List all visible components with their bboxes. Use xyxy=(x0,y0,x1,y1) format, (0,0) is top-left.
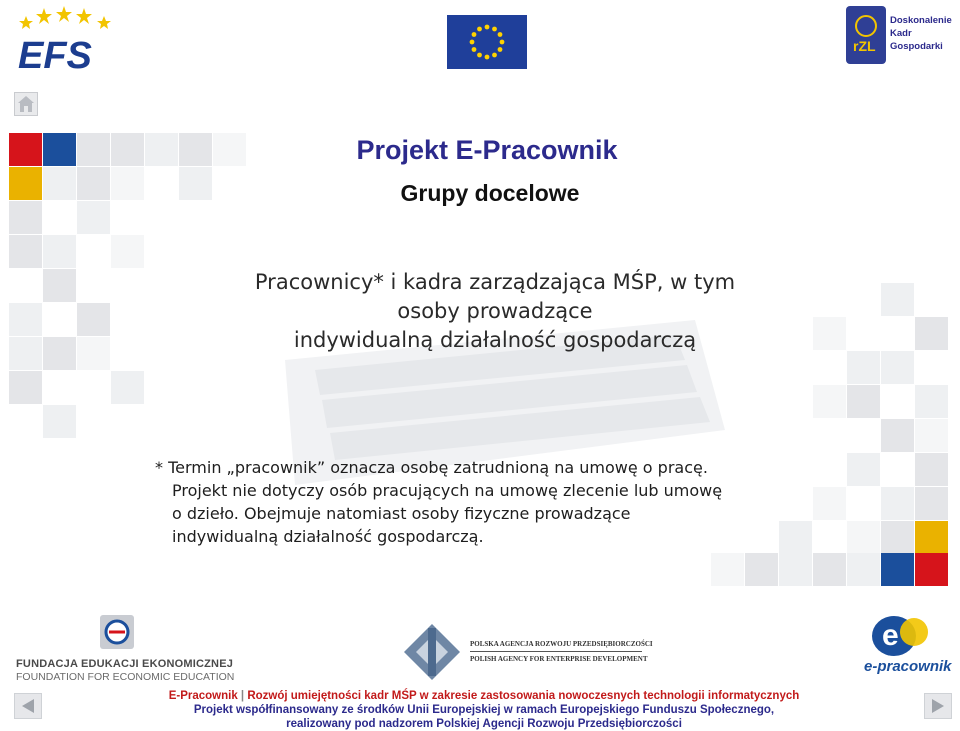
footnote-line: Projekt nie dotyczy osób pracujących na umowę zlecenie lub umowę xyxy=(172,481,723,500)
arrow-left-icon xyxy=(15,694,41,718)
epracownik-logo-text: e-pracownik xyxy=(864,658,952,675)
parp-logo xyxy=(402,622,652,682)
epracownik-logo xyxy=(862,612,958,682)
footer xyxy=(0,689,960,731)
fee-emblem-icon xyxy=(100,615,134,649)
dkg-logo-line: Doskonalenie xyxy=(890,15,952,26)
previous-slide-button[interactable] xyxy=(14,693,42,719)
parp-name-en: POLISH AGENCY FOR ENTERPRISE DEVELOPMENT xyxy=(470,655,648,663)
fee-logo xyxy=(16,615,235,685)
footer-line-3: realizowany pod nadzorem Polskiej Agencji Rozwoju Przedsiębiorczości xyxy=(286,718,682,730)
svg-text:rZL: rZL xyxy=(853,38,876,54)
footer-line-2: Projekt współfinansowany ze środków Unii Europejskiej w ramach Europejskiego Funduszu Społecznego, xyxy=(193,704,775,716)
footnote xyxy=(155,456,845,548)
fee-name-en: FOUNDATION FOR ECONOMIC EDUCATION xyxy=(16,671,235,683)
eu-stars-icon xyxy=(447,15,527,69)
target-groups-text xyxy=(195,268,795,355)
eu-flag xyxy=(447,15,527,69)
footer-line-1 xyxy=(0,689,960,703)
efs-logo xyxy=(14,6,114,72)
dkg-logo xyxy=(846,6,956,64)
footnote-line: o dzieło. Obejmuje natomiast osoby fizyczne prowadzące xyxy=(172,504,631,523)
footnote-line: indywidualną działalność gospodarczą. xyxy=(172,527,484,546)
home-icon xyxy=(15,93,37,115)
footer-separator: | xyxy=(237,690,248,702)
home-button[interactable] xyxy=(14,92,38,116)
dkg-logo-line: Kadr xyxy=(890,28,912,39)
slide-title: Projekt E-Pracownik xyxy=(356,135,618,165)
arrow-right-icon xyxy=(925,694,951,718)
next-slide-button[interactable] xyxy=(924,693,952,719)
dkg-logo-line: Gospodarki xyxy=(890,41,943,52)
footer-project-desc: Rozwój umiejętności kadr MŚP w zakresie zastosowania nowoczesnych technologii informatycznych xyxy=(247,690,800,702)
lead-line: indywidualną działalność gospodarczą xyxy=(293,328,697,352)
dkg-emblem-icon xyxy=(846,6,886,64)
lead-line: Pracownicy* i kadra zarządzająca MŚP, w tym xyxy=(254,270,736,294)
parp-emblem-icon xyxy=(402,622,462,682)
svg-text:e: e xyxy=(882,619,899,652)
fee-name-pl: FUNDACJA EDUKACJI EKONOMICZNEJ xyxy=(16,658,234,670)
footnote-line: * Termin „pracownik” oznacza osobę zatrudnioną na umowę o pracę. xyxy=(155,458,708,477)
footer-project-name: E-Pracownik xyxy=(168,690,238,702)
slide-subtitle: Grupy docelowe xyxy=(400,180,580,206)
efs-logo-text: EFS xyxy=(18,35,92,72)
parp-name-pl: POLSKA AGENCJA ROZWOJU PRZEDSIĘBIORCZOŚCI xyxy=(470,640,653,648)
lead-line: osoby prowadzące xyxy=(397,299,593,323)
